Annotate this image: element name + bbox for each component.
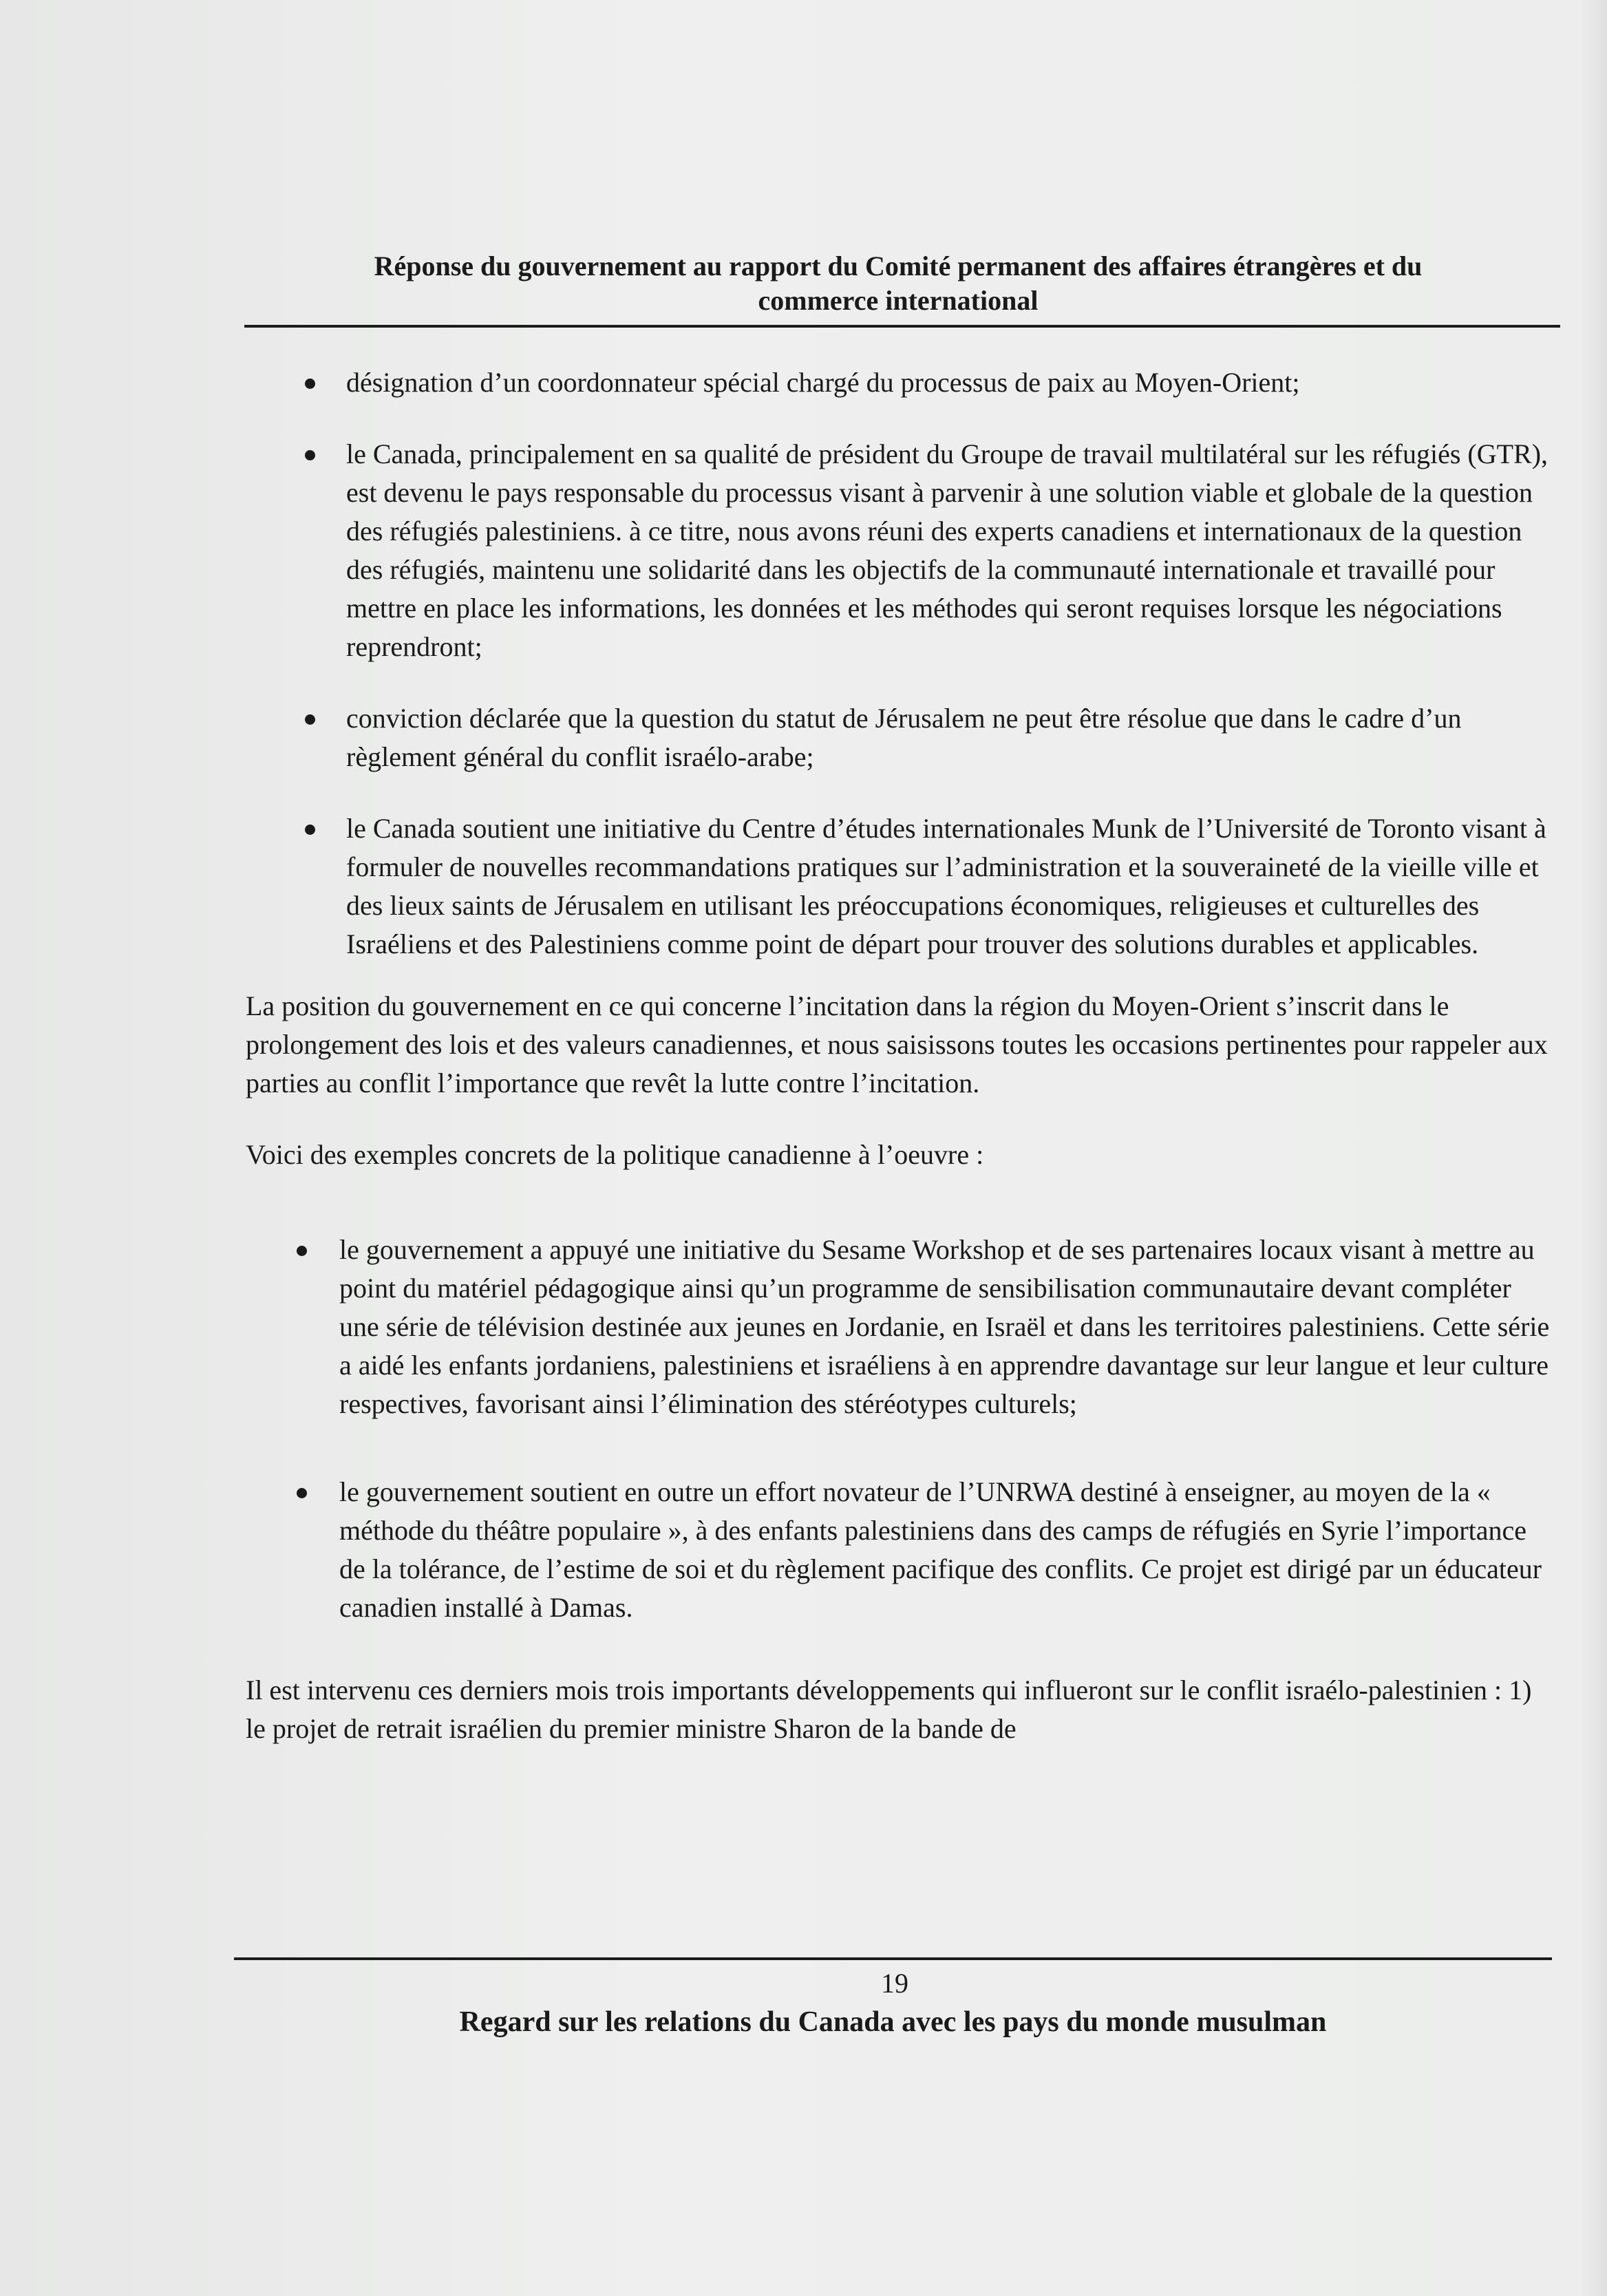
bullet-list-measures [246, 363, 1553, 964]
bullet-icon [297, 1246, 307, 1256]
paragraph-incitation: La position du gouvernement en ce qui concerne l’incitation dans la région du Moyen-Orient s’inscrit dans le prolongement des lois et des valeurs canadiennes, et nous saisissons toutes les occasions pertinentes pour rappeler aux parties au conflit l’importance que revêt la lutte contre l’incitation. [246, 990, 1548, 1098]
bullet-icon [305, 714, 315, 725]
bullet-icon [305, 450, 315, 460]
list-item [246, 363, 1553, 402]
list-item [246, 1473, 1553, 1627]
list-item [246, 1231, 1553, 1423]
bullet-list-examples [246, 1231, 1553, 1627]
list-item [246, 699, 1553, 776]
running-footer: Regard sur les relations du Canada avec les pays du monde musulman [459, 2006, 1327, 2038]
list-item [246, 435, 1553, 666]
header-title-line-1: Réponse du gouvernement au rapport du Comité permanent des affaires étrangères et du [374, 251, 1423, 281]
running-header [244, 249, 1552, 318]
bullet-icon [305, 825, 315, 835]
list-item [246, 809, 1553, 964]
list-item-text: le gouvernement soutient en outre un effort novateur de l’UNRWA destiné à enseigner, au moyen de la « méthode du théâtre populaire », à des enfants palestiniens dans des camps de réfugiés en Syrie l’importance de la tolérance, de l’estime de soi et du règlement pacifique des conflits. Ce projet est dirigé par un éducateur canadien installé à Damas. [339, 1476, 1542, 1623]
list-item-text: le Canada soutient une initiative du Centre d’études internationales Munk de l’Université de Toronto visant à formuler de nouvelles recommandations pratiques sur l’administration et la souveraineté de la vieille ville et des lieux saints de Jérusalem en utilisant les préoccupations économiques, religieuses et culturelles des Israéliens et des Palestiniens comme point de départ pour trouver des solutions durables et applicables. [346, 813, 1546, 959]
bullet-icon [297, 1488, 307, 1498]
footer-rule [234, 1957, 1552, 1960]
page-edge-shadow [1579, 0, 1607, 2296]
list-item-text: conviction déclarée que la question du statut de Jérusalem ne peut être résolue que dans le cadre d’un règlement général du conflit israélo-arabe; [346, 703, 1462, 772]
body-content [246, 363, 1553, 1781]
bullet-icon [305, 379, 315, 389]
list-item-text: désignation d’un coordonnateur spécial chargé du processus de paix au Moyen-Orient; [346, 367, 1300, 398]
page-number: 19 [881, 1968, 908, 1999]
list-item-text: le gouvernement a appuyé une initiative du Sesame Workshop et de ses partenaires locaux visant à mettre au point du matériel pédagogique ainsi qu’un programme de sensibilisation communautaire devant compléter une série de télévision destinée aux jeunes en Jordanie, en Israël et dans les territoires palestiniens. Cette série a aidé les enfants jordaniens, palestiniens et israéliens à en apprendre davantage sur leur langue et leur culture respectives, favorisant ainsi l’élimination des stéréotypes culturels; [339, 1234, 1550, 1419]
header-title-line-2: commerce international [758, 285, 1039, 316]
paragraph-developments: Il est intervenu ces derniers mois trois importants développements qui influeront sur le conflit israélo-palestinien : 1) le projet de retrait israélien du premier ministre Sharon de la bande de [246, 1675, 1532, 1744]
header-rule [244, 325, 1560, 328]
list-item-text: le Canada, principalement en sa qualité de président du Groupe de travail multilatéral sur les réfugiés (GTR), est devenu le pays responsable du processus visant à parvenir à une solution viable et globale de la question des réfugiés palestiniens. à ce titre, nous avons réuni des experts canadiens et internationaux de la question des réfugiés, maintenu une solidarité dans les objectifs de la communauté internationale et travaillé pour mettre en place les informations, les données et les méthodes qui seront requises lorsque les négociations reprendront; [346, 438, 1549, 662]
paragraph-examples-intro: Voici des exemples concrets de la politique canadienne à l’oeuvre : [246, 1139, 984, 1170]
